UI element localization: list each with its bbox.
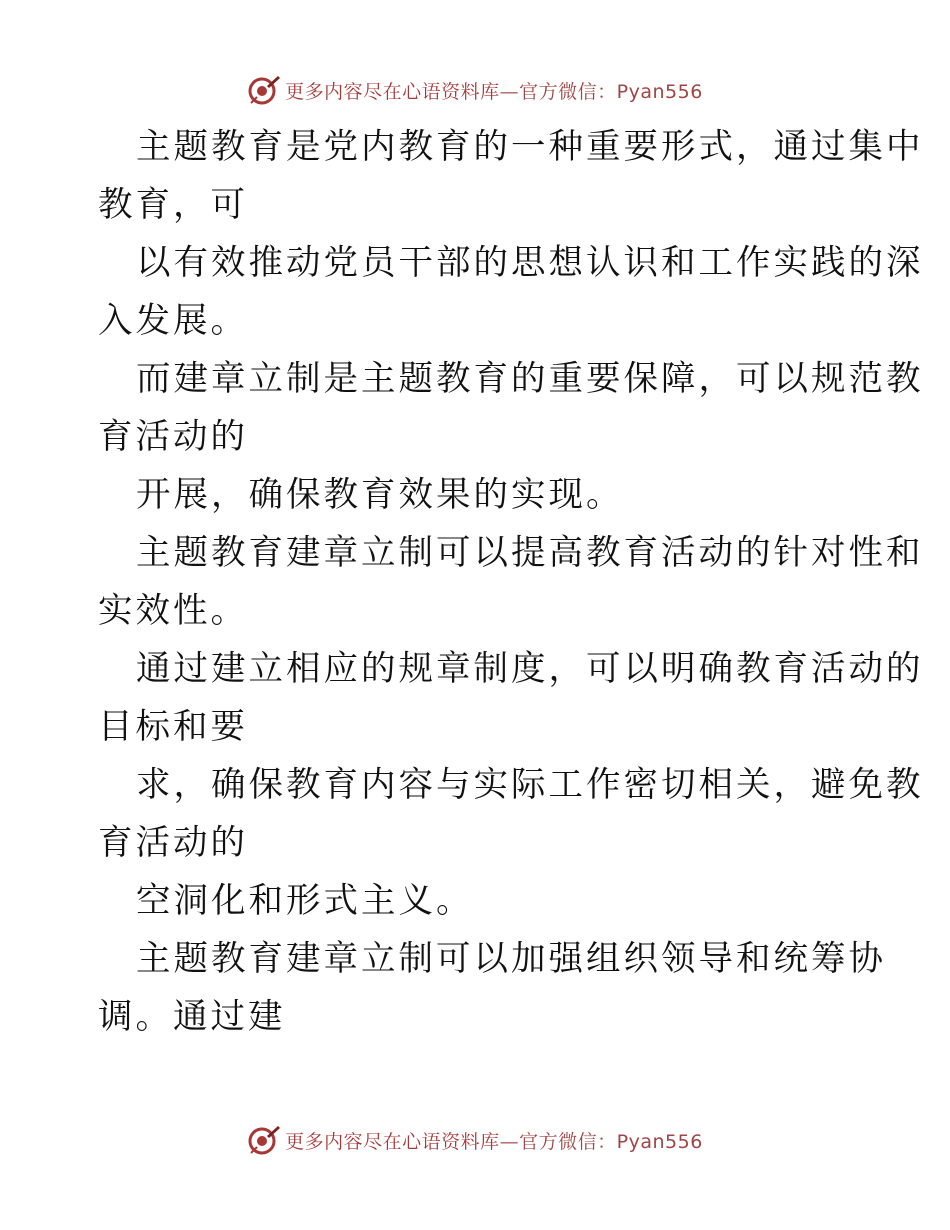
footer-banner — [0, 1120, 950, 1160]
footer-contact-text: 官方微信：Pyan556 — [519, 1130, 703, 1153]
header-contact-text: 官方微信：Pyan556 — [519, 80, 703, 103]
body-line: 开展，确保教育效果的实现。 — [136, 475, 624, 515]
body-line: 目标和要 — [98, 707, 248, 747]
body-line: 调。通过建 — [98, 997, 286, 1037]
footer-brand-text: 更多内容尽在心语资料库 — [285, 1130, 500, 1153]
body-line: 求，确保教育内容与实际工作密切相关，避免教 — [136, 765, 924, 805]
body-line: 主题教育建章立制可以加强组织领导和统筹协 — [136, 939, 886, 979]
body-line: 主题教育是党内教育的一种重要形式，通过集中 — [136, 127, 924, 167]
header-dash: — — [499, 80, 520, 103]
body-line: 育活动的 — [98, 417, 248, 457]
body-line: 实效性。 — [98, 591, 248, 631]
body-line: 入发展。 — [98, 301, 248, 341]
body-line: 育活动的 — [98, 823, 248, 863]
pen-circle-logo-icon — [247, 1123, 281, 1157]
body-line: 通过建立相应的规章制度，可以明确教育活动的 — [136, 649, 924, 689]
body-line: 教育，可 — [98, 185, 248, 225]
body-line: 而建章立制是主题教育的重要保障，可以规范教 — [136, 359, 924, 399]
pen-circle-logo-icon — [247, 73, 281, 107]
header-banner — [0, 70, 950, 110]
body-line: 以有效推动党员干部的思想认识和工作实践的深 — [136, 243, 924, 283]
document-body — [98, 118, 924, 1046]
footer-dash: — — [499, 1130, 520, 1153]
body-line: 空洞化和形式主义。 — [136, 881, 474, 921]
body-line: 主题教育建章立制可以提高教育活动的针对性和 — [136, 533, 924, 573]
header-brand-text: 更多内容尽在心语资料库 — [285, 80, 500, 103]
